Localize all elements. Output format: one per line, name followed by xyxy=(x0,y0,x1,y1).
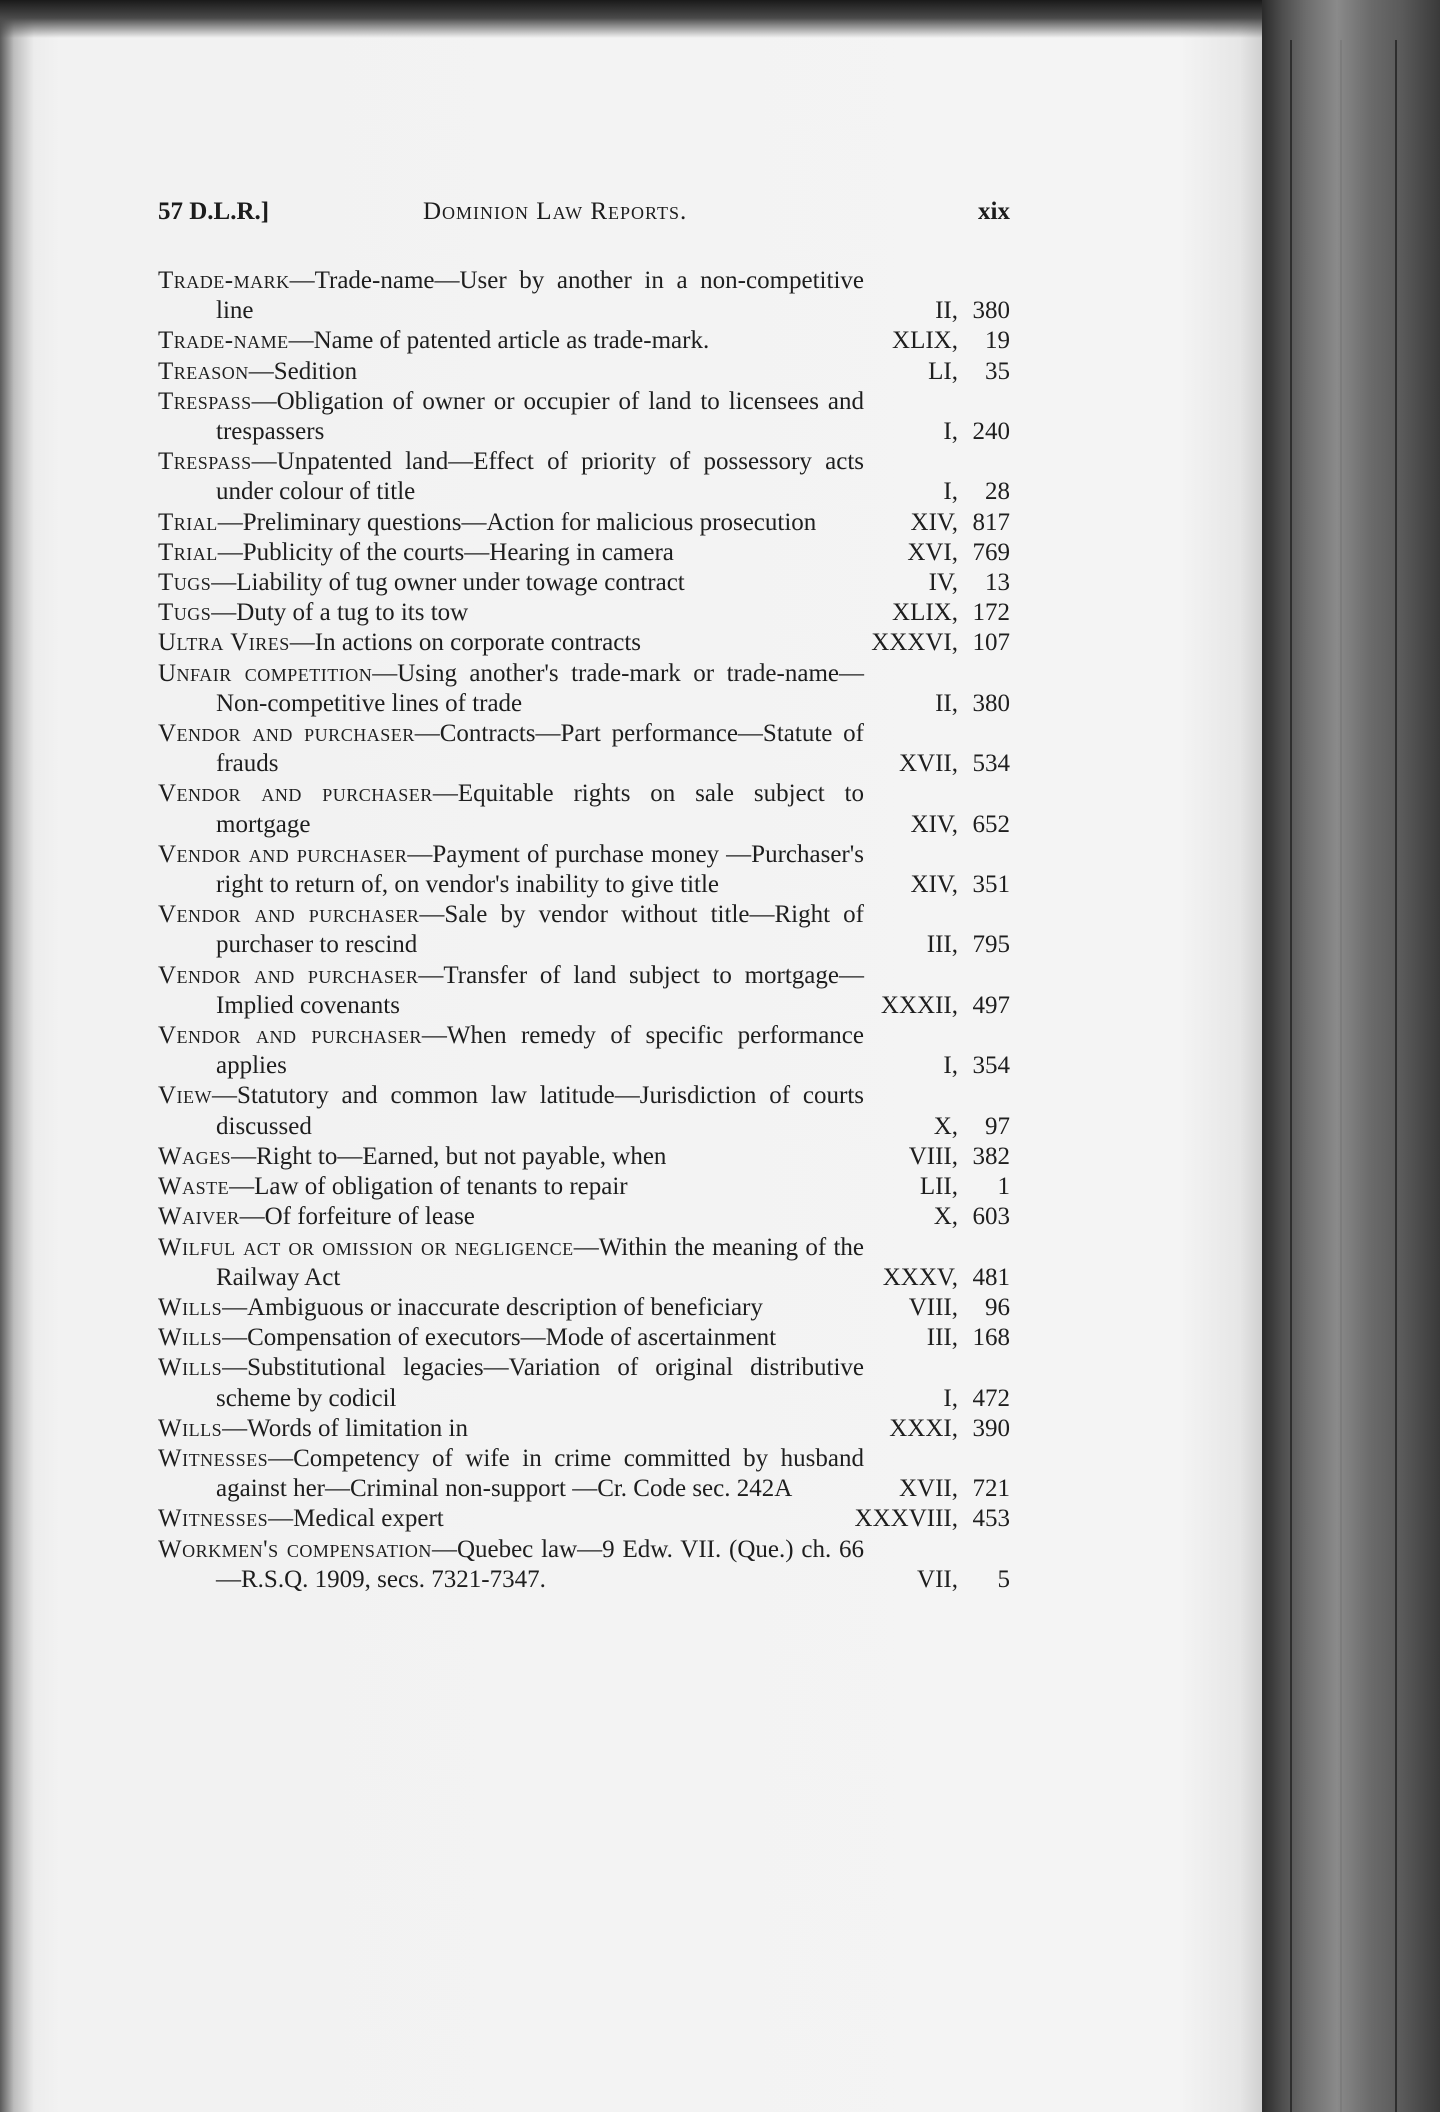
index-entry xyxy=(158,659,1010,719)
index-entries xyxy=(158,266,1010,1595)
entry-volume: III, xyxy=(926,931,958,959)
entry-description xyxy=(158,961,864,1021)
index-entry xyxy=(158,1504,1010,1534)
page-top-shadow xyxy=(0,0,1262,38)
entry-text: —Words of limitation in xyxy=(222,1414,468,1442)
entry-volume: X, xyxy=(933,1203,958,1231)
entry-page: 472 xyxy=(972,1384,1010,1412)
index-entry xyxy=(158,1172,1010,1202)
entry-volume: LI, xyxy=(928,357,958,385)
entry-description xyxy=(158,900,864,960)
index-entry xyxy=(158,628,1010,658)
entry-volume: II, xyxy=(935,689,958,717)
page-edge-line xyxy=(1290,40,1292,2112)
entry-page: 380 xyxy=(972,297,1010,325)
index-entry xyxy=(158,1414,1010,1444)
index-entry xyxy=(158,447,1010,507)
publication-title: Dominion Law Reports. xyxy=(423,198,688,225)
entry-heading: Wilful act or omission or negligence xyxy=(158,1233,574,1261)
entry-volume: XVII, xyxy=(898,1475,958,1503)
entry-volume: XIV, xyxy=(910,810,958,838)
entry-page: 13 xyxy=(985,569,1010,597)
entry-reference xyxy=(864,1384,1010,1414)
page-edge-line xyxy=(1340,40,1342,2112)
entry-reference xyxy=(864,1112,1010,1142)
entry-description xyxy=(158,719,864,779)
entry-description xyxy=(158,840,864,900)
entry-volume: VIII, xyxy=(908,1142,958,1170)
entry-page: 96 xyxy=(985,1293,1010,1321)
entry-volume: XXXI, xyxy=(889,1414,958,1442)
entry-text: —Using another's trade-mark or trade-name—Non-competitive lines of trade xyxy=(216,659,864,717)
entry-description xyxy=(158,357,864,387)
entry-text: —Name of patented article as trade-mark. xyxy=(288,327,710,355)
entry-reference xyxy=(864,870,1010,900)
entry-volume: X, xyxy=(933,1112,958,1140)
page-number: xix xyxy=(978,198,1010,225)
entry-reference xyxy=(861,628,1010,658)
entry-text: —Duty of a tug to its tow xyxy=(211,599,469,627)
entry-heading: Wills xyxy=(158,1414,223,1442)
entry-page: 382 xyxy=(972,1142,1010,1170)
entry-description xyxy=(158,508,864,538)
index-entry xyxy=(158,900,1010,960)
entry-heading: Waiver xyxy=(158,1203,240,1231)
entry-text: —Unpatented land—Effect of priority of possessory acts under colour of title xyxy=(216,448,864,506)
index-entry xyxy=(158,1293,1010,1323)
entry-volume: IV, xyxy=(928,569,958,597)
entry-description xyxy=(158,266,864,326)
entry-volume: XLIX, xyxy=(892,327,958,355)
volume-reference: 57 D.L.R.] xyxy=(158,198,270,225)
entry-reference xyxy=(864,749,1010,779)
entry-page: 351 xyxy=(972,871,1010,899)
entry-heading: Trial xyxy=(158,538,218,566)
entry-description xyxy=(158,1021,864,1081)
entry-description xyxy=(158,538,864,568)
entry-volume: VII, xyxy=(917,1565,958,1593)
entry-page: 28 xyxy=(985,478,1010,506)
index-entry xyxy=(158,840,1010,900)
index-entry xyxy=(158,538,1010,568)
entry-volume: LII, xyxy=(919,1173,958,1201)
page-edge-line xyxy=(1395,40,1397,2112)
entry-heading: Tugs xyxy=(158,599,212,627)
entry-page: 721 xyxy=(972,1475,1010,1503)
entry-heading: Trespass xyxy=(158,448,252,476)
entry-volume: XXXVI, xyxy=(871,629,958,657)
entry-volume: VIII, xyxy=(908,1293,958,1321)
entry-text: —Competency of wife in crime committed by husband against her—Criminal non-support —Cr. Code sec. 242A xyxy=(216,1444,864,1503)
entry-description xyxy=(158,568,864,598)
entry-description xyxy=(158,598,864,628)
entry-reference xyxy=(864,417,1010,447)
entry-page: 652 xyxy=(972,810,1010,838)
entry-page: 168 xyxy=(972,1324,1010,1352)
index-entry xyxy=(158,387,1010,447)
running-header xyxy=(158,198,1010,232)
entry-volume: XLIX, xyxy=(892,599,958,627)
entry-heading: Trespass xyxy=(158,387,252,415)
entry-reference xyxy=(864,1414,1010,1444)
entry-description xyxy=(158,1293,864,1323)
entry-page: 817 xyxy=(972,508,1010,536)
entry-page: 769 xyxy=(972,538,1010,566)
entry-text: —Preliminary questions—Action for malicious prosecution xyxy=(217,508,817,536)
entry-text: —Sedition xyxy=(248,357,358,385)
entry-description xyxy=(158,1081,864,1141)
entry-page: 172 xyxy=(972,599,1010,627)
entry-heading: Trade-mark xyxy=(158,267,290,294)
entry-heading: Witnesses xyxy=(158,1444,269,1472)
entry-text: —Contracts—Part performance—Statute of frauds xyxy=(216,720,864,778)
entry-reference xyxy=(864,991,1010,1021)
entry-reference xyxy=(864,1051,1010,1081)
entry-reference xyxy=(864,810,1010,840)
entry-text: —Right to—Earned, but not payable, when xyxy=(231,1142,667,1170)
index-entry xyxy=(158,326,1010,356)
entry-reference xyxy=(864,689,1010,719)
entry-text: —Publicity of the courts—Hearing in camera xyxy=(217,538,674,566)
entry-page: 497 xyxy=(972,991,1010,1019)
entry-reference xyxy=(864,296,1010,326)
entry-volume: I, xyxy=(943,418,958,446)
entry-description xyxy=(158,1142,864,1172)
entry-heading: Wills xyxy=(158,1354,223,1382)
index-entry xyxy=(158,1202,1010,1232)
entry-reference xyxy=(864,1172,1010,1202)
entry-description xyxy=(158,326,864,356)
entry-reference xyxy=(864,1142,1010,1172)
entry-reference xyxy=(864,477,1010,507)
index-entry xyxy=(158,1233,1010,1293)
entry-page: 1 xyxy=(997,1173,1010,1201)
entry-heading: Wages xyxy=(158,1142,232,1170)
index-entry xyxy=(158,357,1010,387)
entry-description xyxy=(158,1535,864,1595)
entry-description xyxy=(158,447,864,507)
index-entry xyxy=(158,961,1010,1021)
entry-page: 481 xyxy=(972,1263,1010,1291)
entry-text: —Within the meaning of the Railway Act xyxy=(216,1233,864,1291)
entry-text: —Transfer of land subject to mortgage—Implied covenants xyxy=(216,961,864,1019)
entry-heading: Vendor and purchaser xyxy=(158,901,420,929)
entry-text: —In actions on corporate contracts xyxy=(289,629,642,657)
entry-page: 453 xyxy=(972,1505,1010,1533)
entry-reference xyxy=(864,1323,1010,1353)
index-entry xyxy=(158,508,1010,538)
entry-reference xyxy=(864,598,1010,628)
entry-heading: Vendor and purchaser xyxy=(158,780,433,808)
index-entry xyxy=(158,266,1010,326)
entry-text: —Equitable rights on sale subject to mortgage xyxy=(216,780,864,838)
entry-text: —Medical expert xyxy=(268,1505,444,1533)
entry-text: —When remedy of specific performance applies xyxy=(216,1022,864,1080)
entry-page: 35 xyxy=(985,357,1010,385)
entry-heading: Vendor and purchaser xyxy=(158,720,415,748)
index-entry xyxy=(158,719,1010,779)
entry-reference xyxy=(864,1202,1010,1232)
index-entry xyxy=(158,568,1010,598)
entry-text: —Substitutional legacies—Variation of original distributive scheme by codicil xyxy=(216,1354,864,1412)
entry-text: —Sale by vendor without title—Right of purchaser to rescind xyxy=(216,901,864,959)
entry-volume: XVII, xyxy=(898,750,958,778)
entry-volume: XIV, xyxy=(910,871,958,899)
entry-page: 795 xyxy=(972,931,1010,959)
entry-description xyxy=(158,779,864,839)
entry-reference xyxy=(864,326,1010,356)
entry-reference xyxy=(864,508,1010,538)
entry-text: —Payment of purchase money —Purchaser's right to return of, on vendor's inability to give title xyxy=(216,840,864,899)
entry-reference xyxy=(864,1565,1010,1595)
entry-reference xyxy=(864,1263,1010,1293)
entry-description xyxy=(158,628,861,658)
entry-volume: XXXV, xyxy=(882,1263,958,1291)
entry-text: —Of forfeiture of lease xyxy=(239,1203,475,1231)
index-entry xyxy=(158,598,1010,628)
entry-description xyxy=(158,1172,864,1202)
index-entry xyxy=(158,1323,1010,1353)
entry-heading: Vendor and purchaser xyxy=(158,1022,422,1050)
entry-description xyxy=(158,1323,864,1353)
entry-volume: XIV, xyxy=(910,508,958,536)
entry-description xyxy=(158,1444,864,1504)
entry-reference xyxy=(864,1474,1010,1504)
entry-text: —Quebec law—9 Edw. VII. (Que.) ch. 66—R.S.Q. 1909, secs. 7321-7347. xyxy=(216,1535,864,1593)
entry-heading: Waste xyxy=(158,1173,230,1201)
entry-heading: Vendor and purchaser xyxy=(158,840,408,868)
entry-text: —Obligation of owner or occupier of land to licensees and trespassers xyxy=(216,387,864,446)
index-entry xyxy=(158,1444,1010,1504)
book-page-edges xyxy=(1262,0,1440,2112)
index-entry xyxy=(158,1535,1010,1595)
entry-heading: Wills xyxy=(158,1293,223,1321)
entry-page: 380 xyxy=(972,689,1010,717)
entry-volume: I, xyxy=(943,478,958,506)
entry-page: 240 xyxy=(972,418,1010,446)
entry-heading: Workmen's compensation xyxy=(158,1535,432,1563)
index-entry xyxy=(158,1081,1010,1141)
entry-heading: Tugs xyxy=(158,569,212,597)
entry-page: 97 xyxy=(985,1112,1010,1140)
entry-description xyxy=(158,659,864,719)
entry-reference xyxy=(864,930,1010,960)
entry-text: —Law of obligation of tenants to repair xyxy=(229,1173,628,1201)
entry-volume: XVI, xyxy=(907,538,958,566)
entry-text: —Compensation of executors—Mode of ascertainment xyxy=(222,1324,777,1352)
index-entry xyxy=(158,779,1010,839)
entry-heading: Treason xyxy=(158,357,249,385)
entry-text: —Statutory and common law latitude—Jurisdiction of courts discussed xyxy=(212,1082,864,1140)
entry-heading: Trade-name xyxy=(158,327,289,355)
entry-text: —Trade-name—User by another in a non-competitive line xyxy=(216,267,864,325)
entry-heading: Unfair competition xyxy=(158,659,373,687)
entry-reference xyxy=(864,538,1010,568)
entry-description xyxy=(158,387,864,447)
entry-heading: Wills xyxy=(158,1324,223,1352)
entry-page: 390 xyxy=(972,1414,1010,1442)
entry-volume: I, xyxy=(943,1384,958,1412)
entry-heading: Vendor and purchaser xyxy=(158,961,419,989)
entry-description xyxy=(158,1202,864,1232)
index-entry xyxy=(158,1353,1010,1413)
entry-description xyxy=(158,1504,845,1534)
entry-page: 5 xyxy=(997,1565,1010,1593)
entry-heading: Witnesses xyxy=(158,1505,269,1533)
entry-heading: View xyxy=(158,1082,213,1110)
entry-reference xyxy=(864,357,1010,387)
index-entry xyxy=(158,1142,1010,1172)
entry-volume: XXXII, xyxy=(880,991,958,1019)
entry-page: 19 xyxy=(985,327,1010,355)
entry-text: —Ambiguous or inaccurate description of beneficiary xyxy=(222,1293,763,1321)
entry-page: 603 xyxy=(972,1203,1010,1231)
entry-reference xyxy=(864,568,1010,598)
entry-description xyxy=(158,1233,864,1293)
entry-volume: XXXVIII, xyxy=(854,1505,958,1533)
entry-page: 354 xyxy=(972,1052,1010,1080)
entry-heading: Trial xyxy=(158,508,218,536)
entry-volume: I, xyxy=(943,1052,958,1080)
entry-volume: III, xyxy=(926,1324,958,1352)
entry-page: 107 xyxy=(972,629,1010,657)
entry-description xyxy=(158,1353,864,1413)
entry-heading: Ultra Vires xyxy=(158,629,290,657)
entry-reference xyxy=(845,1504,1010,1534)
entry-description xyxy=(158,1414,864,1444)
entry-text: —Liability of tug owner under towage contract xyxy=(211,569,685,597)
index-entry xyxy=(158,1021,1010,1081)
entry-volume: II, xyxy=(935,297,958,325)
entry-reference xyxy=(864,1293,1010,1323)
entry-page: 534 xyxy=(972,750,1010,778)
